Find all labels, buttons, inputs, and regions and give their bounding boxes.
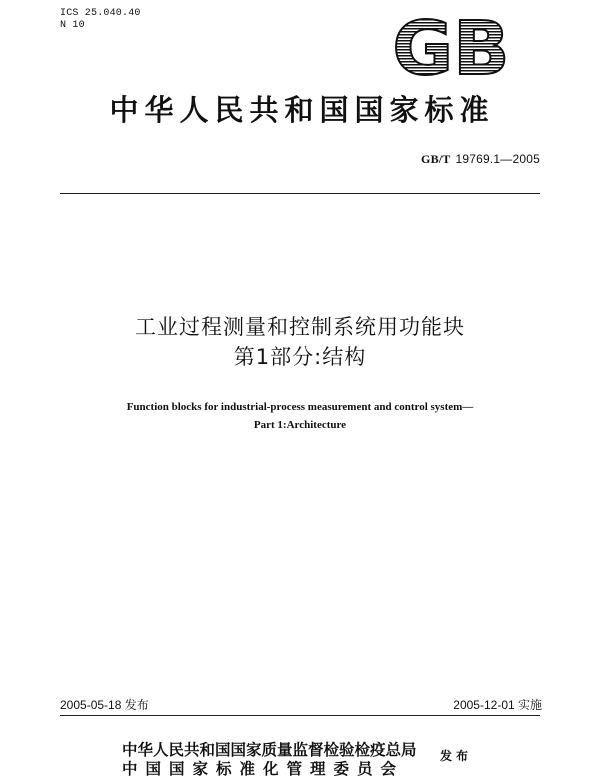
issuer-line2: 中国国家标准化管理委员会 xyxy=(122,759,405,778)
title-en-line2: Part 1:Architecture xyxy=(253,419,347,431)
gb-logo-text: GB xyxy=(392,10,510,86)
ccs-code: N 10 xyxy=(60,20,85,31)
title-zh-line1: 工业过程测量和控制系统用功能块 xyxy=(135,315,465,339)
standard-prefix: GB/T xyxy=(421,152,451,166)
footer-divider xyxy=(60,715,540,716)
classification-codes xyxy=(60,8,141,32)
title-en-line1: Function blocks for industrial-process measurement and control system— xyxy=(126,401,474,413)
title-zh-line2: 第1部分:结构 xyxy=(233,345,367,369)
ics-code: ICS 25.040.40 xyxy=(60,8,141,19)
header-divider xyxy=(60,193,540,194)
publish-date: 2005-05-18 发布 xyxy=(60,698,149,712)
implement-date: 2005-12-01 实施 xyxy=(453,698,542,712)
standard-number-value: 19769.1—2005 xyxy=(455,152,540,166)
gb-logo xyxy=(392,10,510,86)
standard-category: 中华人民共和国国家标准 xyxy=(109,93,495,127)
issue-word: 发布 xyxy=(440,749,473,763)
issuer-line1: 中华人民共和国国家质量监督检验检疫总局 xyxy=(122,740,417,759)
standard-number xyxy=(421,151,540,167)
